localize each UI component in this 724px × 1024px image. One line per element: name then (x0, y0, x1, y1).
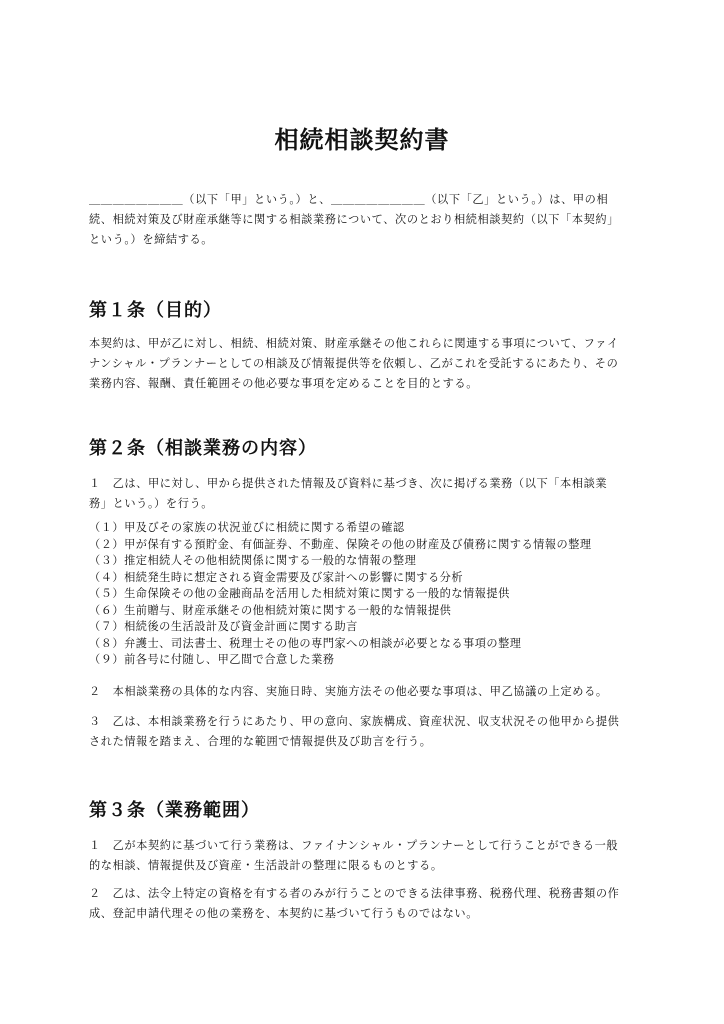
article-2-paragraph-3 (89, 712, 637, 752)
preamble-paragraph (89, 190, 637, 250)
list-item: （６）生前贈与、財産承継その他相続対策に関する一般的な情報提供 (89, 603, 452, 617)
paragraph-line: ３ 乙は、本相談業務を行うにあたり、甲の意向、家族構成、資産状況、収支状況その他甲から提供 (89, 715, 620, 728)
article-3-heading: 第３条（業務範囲） (89, 800, 260, 821)
list-item: （１）甲及びその家族の状況並びに相続に関する希望の確認 (89, 521, 405, 534)
paragraph-line: 務」という。）を行う。 (89, 497, 214, 510)
paragraph-line: 的な相談、情報提供及び資産・生活設計の整理に限るものとする。 (89, 859, 443, 872)
list-item: （４）相続発生時に想定される資金需要及び家計への影響に関する分析 (89, 570, 464, 584)
paragraph-line: 本契約は、甲が乙に対し、相続、相続対策、財産承継その他これらに関連する事項について、ファイ (89, 337, 619, 350)
article-2-paragraph-2 (89, 682, 637, 702)
article-3-paragraph-1 (89, 836, 637, 876)
paragraph-line: １ 乙が本契約に基づいて行う業務は、ファイナンシャル・プランナーとして行うことができる一般 (89, 839, 619, 852)
preamble-line: ＿＿＿＿＿＿＿＿（以下「甲」という。）と、＿＿＿＿＿＿＿＿（以下「乙」という。）は、甲の相 (89, 193, 609, 206)
article-2-paragraph-1 (89, 474, 637, 514)
paragraph-line: 業務内容、報酬、責任範囲その他必要な事項を定めることを目的とする。 (89, 377, 478, 390)
paragraph-line: １ 乙は、甲に対し、甲から提供された情報及び資料に基づき、次に掲げる業務（以下「本相談業 (89, 477, 608, 490)
paragraph-line: ２ 乙は、法令上特定の資格を有する者のみが行うことのできる法律事務、税務代理、税務書類の作 (89, 887, 620, 900)
article-1-heading: 第１条（目的） (89, 300, 222, 321)
preamble-line: という。）を締結する。 (89, 233, 214, 246)
list-item: （５）生命保険その他の金融商品を活用した相続対策に関する一般的な情報提供 (89, 587, 510, 600)
list-item: （２）甲が保有する預貯金、有価証券、不動産、保険その他の財産及び債務に関する情報の整理 (89, 537, 592, 551)
paragraph-line: された情報を踏まえ、合理的な範囲で情報提供及び助言を行う。 (89, 735, 432, 748)
article-3-paragraph-2 (89, 884, 637, 924)
article-1-paragraph (89, 334, 637, 394)
list-item: （７）相続後の生活設計及び資金計画に関する助言 (89, 620, 358, 633)
article-2-heading: 第２条（相談業務の内容） (89, 438, 317, 459)
list-item: （３）推定相続人その他相続関係に関する一般的な情報の整理 (89, 554, 417, 567)
list-item: （９）前各号に付随し、甲乙間で合意した業務 (89, 653, 335, 666)
document-title: 相続相談契約書 (274, 126, 450, 154)
preamble-line: 続、相続対策及び財産承継等に関する相談業務について、次のとおり相続相談契約（以下「本契約」 (89, 213, 619, 226)
paragraph-line: ナンシャル・プランナーとしての相談及び情報提供等を依頼し、乙がこれを受託するにあたり、その (89, 357, 619, 370)
article-2-item-list (89, 520, 649, 669)
paragraph-line: ２ 本相談業務の具体的な内容、実施日時、実施方法その他必要な事項は、甲乙協議の上定める。 (89, 685, 608, 698)
paragraph-line: 成、登記申請代理その他の業務を、本契約に基づいて行うものではない。 (89, 907, 478, 920)
list-item: （８）弁護士、司法書士、税理士その他の専門家への相談が必要となる事項の整理 (89, 636, 522, 650)
